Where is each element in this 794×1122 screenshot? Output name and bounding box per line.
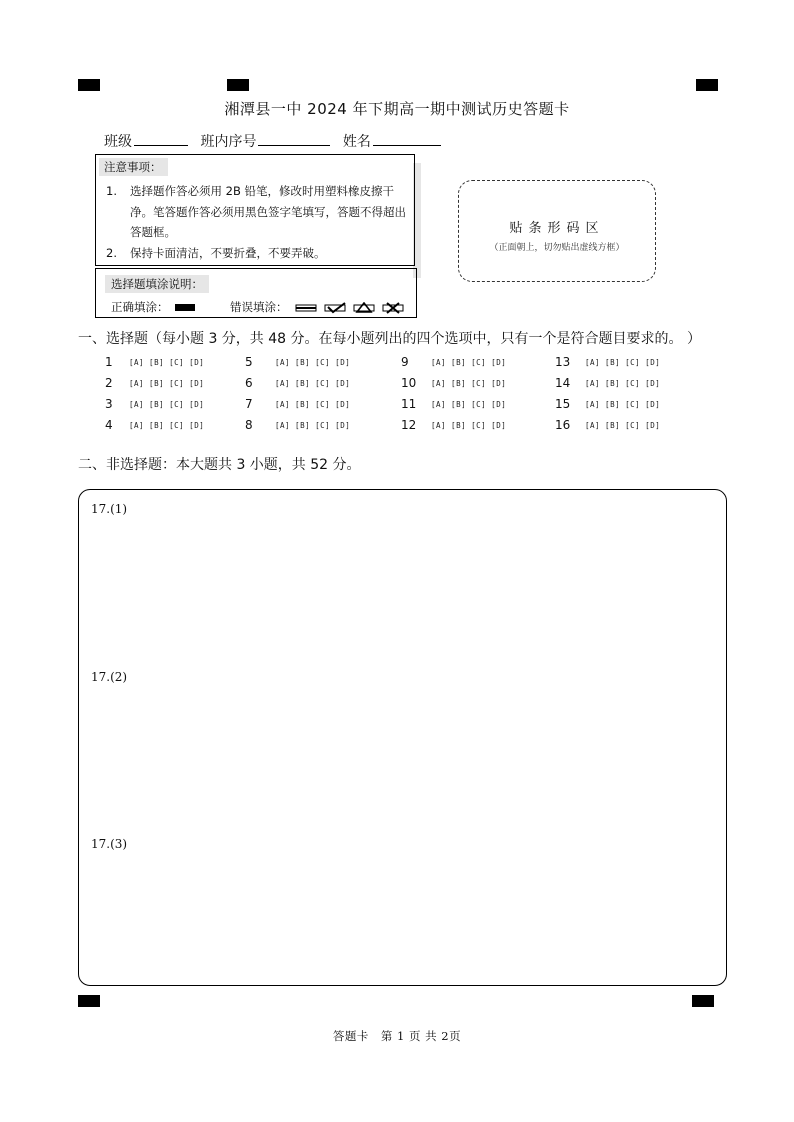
registration-mark-bottom-right <box>692 995 714 1007</box>
student-info <box>104 131 449 151</box>
answer-options[interactable]: [A] [B] [C] [D] <box>585 421 661 430</box>
question-number: 11 <box>401 397 417 411</box>
wrong-fill-label: 错误填涂： <box>230 300 288 314</box>
question-number: 12 <box>401 418 417 432</box>
correct-fill-example <box>111 299 195 315</box>
page-footer: 答题卡 第 1 页 共 2页 <box>332 1029 462 1043</box>
question-number: 10 <box>401 376 417 390</box>
sub-question-label: 17.(1) <box>91 502 128 516</box>
question-number: 5 <box>245 355 253 369</box>
notes-item-number: 2. <box>106 246 117 260</box>
registration-mark-bottom-left <box>78 995 100 1007</box>
notes-item-text: 选择题作答必须用 2B 铅笔，修改时用塑料橡皮擦干净。笔答题作答必须用黑色签字笔填写，答题不得超出答题框。 <box>130 184 406 239</box>
name-label: 姓名 <box>342 134 371 150</box>
barcode-area <box>458 180 656 282</box>
page-title: 湘潭县一中 2024 年下期高一期中测试历史答题卡 <box>224 100 570 118</box>
wrong-fill-example <box>230 299 407 315</box>
barcode-title: 贴条形码区 <box>509 221 605 236</box>
question-number: 8 <box>245 418 253 432</box>
seat-label: 班内序号 <box>200 134 257 150</box>
sub-question-label: 17.(3) <box>91 837 128 851</box>
question-number: 7 <box>245 397 253 411</box>
class-field[interactable] <box>134 131 188 146</box>
registration-mark-top-right <box>696 79 718 91</box>
answer-options[interactable]: [A] [B] [C] [D] <box>129 358 205 367</box>
answer-options[interactable]: [A] [B] [C] [D] <box>275 358 351 367</box>
registration-mark-top-left <box>78 79 100 91</box>
section2-heading: 二、非选择题：本大题共 3 小题，共 52 分。 <box>78 457 361 473</box>
question-number: 4 <box>105 418 113 432</box>
answer-options[interactable]: [A] [B] [C] [D] <box>431 421 507 430</box>
question-number: 13 <box>555 355 571 369</box>
question-number: 16 <box>555 418 571 432</box>
answer-options[interactable]: [A] [B] [C] [D] <box>431 379 507 388</box>
fill-instructions-title: 选择题填涂说明： <box>105 275 209 293</box>
question-number: 3 <box>105 397 113 411</box>
answer-options[interactable]: [A] [B] [C] [D] <box>275 421 351 430</box>
answer-options[interactable]: [A] [B] [C] [D] <box>275 400 351 409</box>
answer-options[interactable]: [A] [B] [C] [D] <box>585 379 661 388</box>
wrong-fill-samples-icon <box>295 302 407 314</box>
registration-mark-top-center <box>227 79 249 91</box>
barcode-subtitle: （正面朝上，切勿贴出虚线方框） <box>489 243 625 253</box>
correct-fill-label: 正确填涂： <box>111 300 169 314</box>
notes-item-number: 1. <box>106 184 117 198</box>
answer-options[interactable]: [A] [B] [C] [D] <box>585 358 661 367</box>
notes-item-text: 保持卡面清洁，不要折叠，不要弄破。 <box>130 246 326 260</box>
answer-box[interactable] <box>78 489 727 986</box>
question-number: 15 <box>555 397 571 411</box>
notes-box <box>95 154 415 266</box>
answer-options[interactable]: [A] [B] [C] [D] <box>275 379 351 388</box>
section1-heading: 一、选择题（每小题 3 分，共 48 分。在每小题列出的四个选项中，只有一个是符合题目要求的。 ） <box>78 331 701 347</box>
answer-options[interactable]: [A] [B] [C] [D] <box>431 400 507 409</box>
answer-options[interactable]: [A] [B] [C] [D] <box>585 400 661 409</box>
fill-instructions-box <box>95 268 417 318</box>
answer-options[interactable]: [A] [B] [C] [D] <box>431 358 507 367</box>
name-field[interactable] <box>373 131 441 146</box>
answer-options[interactable]: [A] [B] [C] [D] <box>129 379 205 388</box>
question-number: 14 <box>555 376 571 390</box>
question-number: 2 <box>105 376 113 390</box>
answer-options[interactable]: [A] [B] [C] [D] <box>129 400 205 409</box>
class-label: 班级 <box>104 134 132 150</box>
question-number: 1 <box>105 355 113 369</box>
correct-fill-sample <box>175 304 195 311</box>
question-number: 9 <box>401 355 409 369</box>
seat-field[interactable] <box>258 131 330 146</box>
sub-question-label: 17.(2) <box>91 670 128 684</box>
answer-options[interactable]: [A] [B] [C] [D] <box>129 421 205 430</box>
notes-title: 注意事项： <box>99 158 168 176</box>
question-number: 6 <box>245 376 253 390</box>
